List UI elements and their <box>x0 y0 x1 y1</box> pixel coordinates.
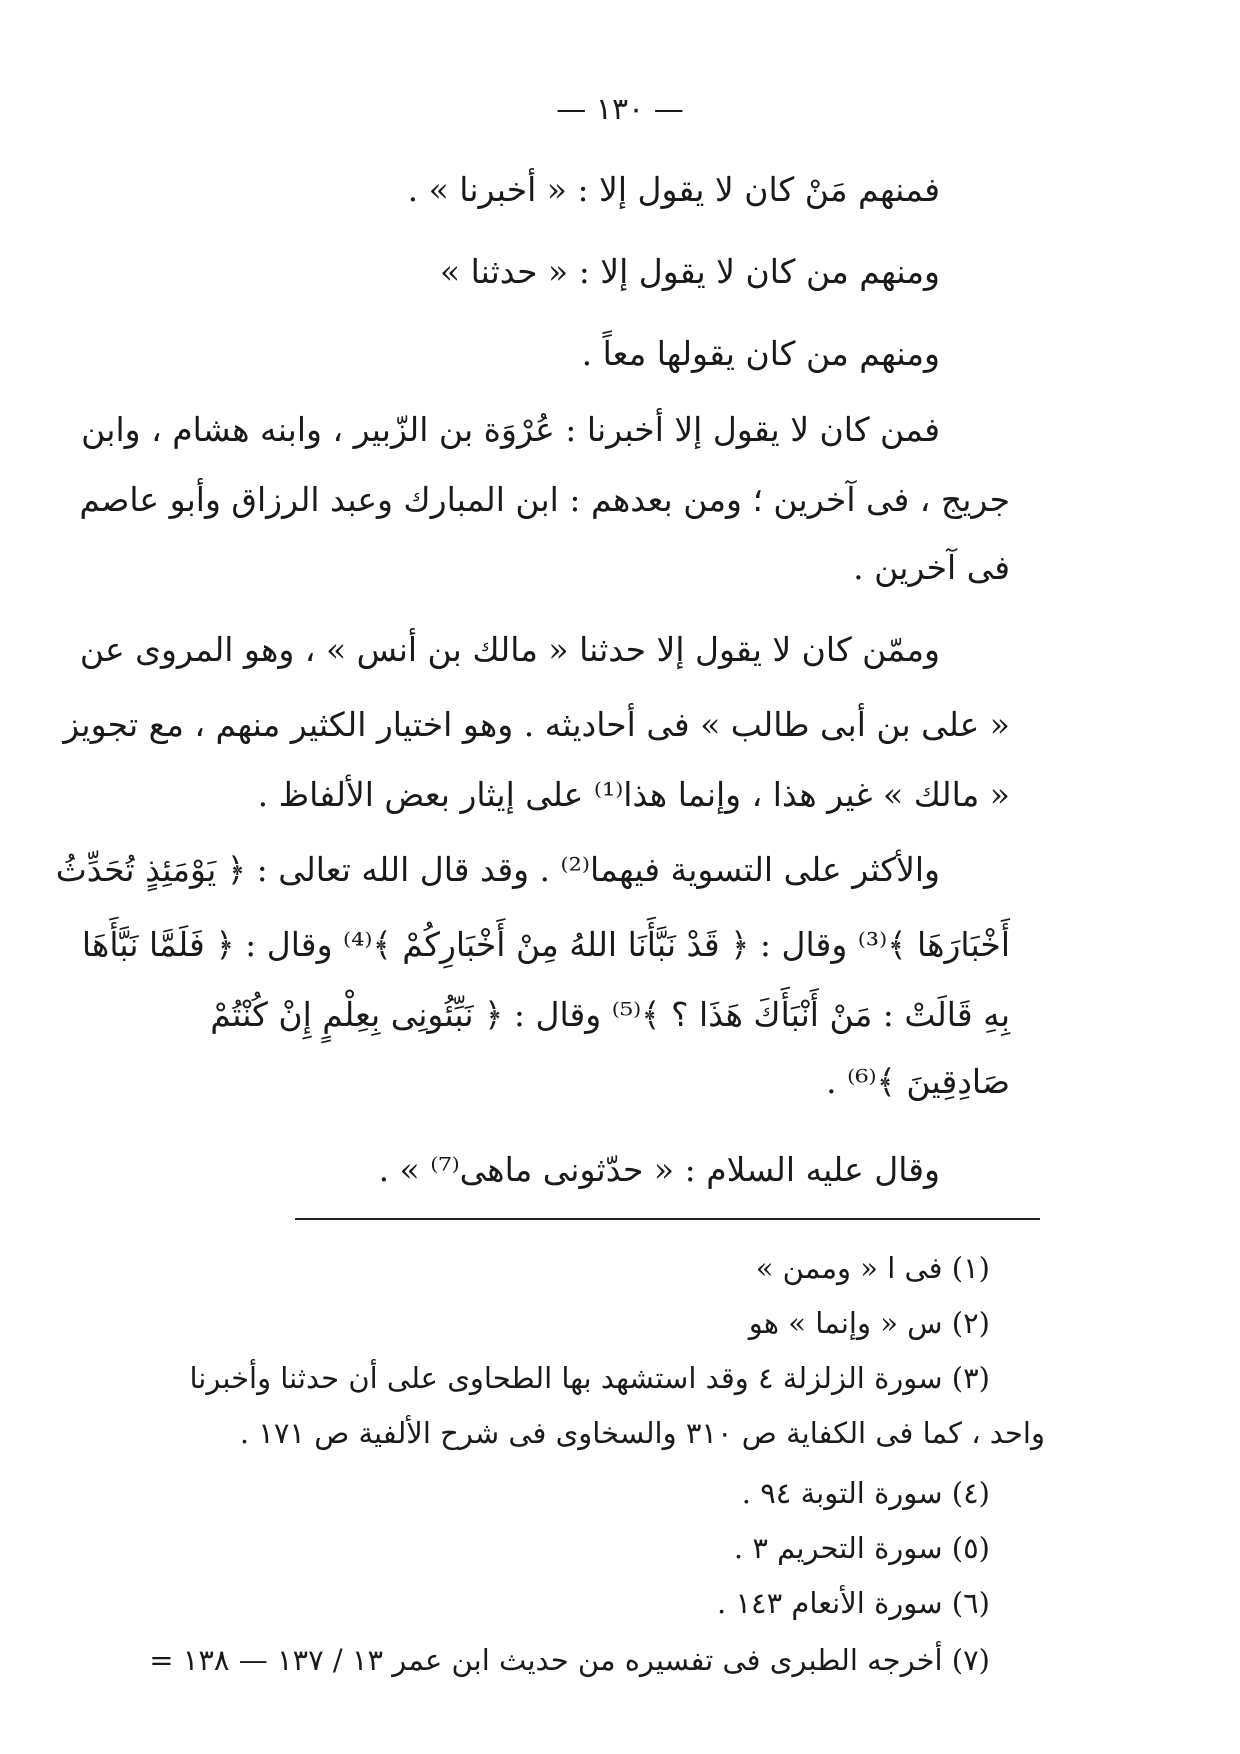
body-line-2: ومنهم من كان لا يقول إلا : « حدثنا » <box>439 252 940 291</box>
body-line-3: ومنهم من كان يقولها معاً . <box>581 334 940 373</box>
body-line-6: فى آخرين . <box>853 548 1010 587</box>
body-line-4: فمن كان لا يقول إلا أخبرنا : عُرْوَة بن الزّبير ، وابنه هشام ، وابن <box>81 410 940 449</box>
footnote-5: (٥) سورة التحريم ٣ . <box>733 1531 990 1565</box>
footnote-1: (١) فى ا « وممن » <box>755 1251 990 1285</box>
body-line-7: وممّن كان لا يقول إلا حدثنا « مالك بن أنس » ، وهو المروى عن <box>79 630 940 669</box>
footnote-7: (٧) أخرجه الطبرى فى تفسيره من حديث ابن عمر ١٣ / ١٣٧ — ١٣٨ = <box>149 1643 990 1677</box>
footnote-6: (٦) سورة الأنعام ١٤٣ . <box>717 1586 990 1620</box>
body-line-8: « على بن أبى طالب » فى أحاديثه . وهو اختيار الكثير منهم ، مع تجويز <box>63 705 1010 744</box>
body-line-10: والأكثر على التسوية فيهما⁽²⁾ . وقد قال الله تعالى : ﴿ يَوْمَئِذٍ تُحَدِّثُ <box>55 850 940 889</box>
body-line-11: أَخْبَارَهَا ﴾⁽³⁾ وقال : ﴿ قَدْ نَبَّأَنَا اللهُ مِنْ أَخْبَارِكُمْ ﴾⁽⁴⁾ وقال : ﴿ فَلَمَّا نَبَّأَهَا <box>81 925 1010 964</box>
page-number: — ١٣٠ — <box>556 92 684 127</box>
body-line-14: وقال عليه السلام : « حدّثونى ماهى⁽⁷⁾ » . <box>378 1150 940 1189</box>
footnote-3: (٣) سورة الزلزلة ٤ وقد استشهد بها الطحاوى على أن حدثنا وأخبرنا <box>189 1361 990 1395</box>
footnote-3-continued: واحد ، كما فى الكفاية ص ٣١٠ والسخاوى فى شرح الألفية ص ١٧١ . <box>239 1416 1045 1450</box>
body-line-1: فمنهم مَنْ كان لا يقول إلا : « أخبرنا » . <box>407 170 940 209</box>
body-line-13: صَادِقِينَ ﴾⁽⁶⁾ . <box>826 1062 1010 1101</box>
body-line-5: جريج ، فى آخرين ؛ ومن بعدهم : ابن المبارك وعبد الرزاق وأبو عاصم <box>79 480 1010 519</box>
body-line-9: « مالك » غير هذا ، وإنما هذا⁽¹⁾ على إيثار بعض الألفاظ . <box>257 775 1010 814</box>
body-line-12: بِهِ قَالَتْ : مَنْ أَنْبَأَكَ هَذَا ؟ ﴾⁽⁵⁾ وقال : ﴿ نَبِّئُونِى بِعِلْمٍ إِنْ كُنْتُمْ <box>210 995 1010 1034</box>
footnote-2: (٢) س « وإنما » هو <box>748 1306 990 1340</box>
footnote-divider <box>295 1218 1040 1220</box>
footnote-4: (٤) سورة التوبة ٩٤ . <box>741 1476 990 1510</box>
